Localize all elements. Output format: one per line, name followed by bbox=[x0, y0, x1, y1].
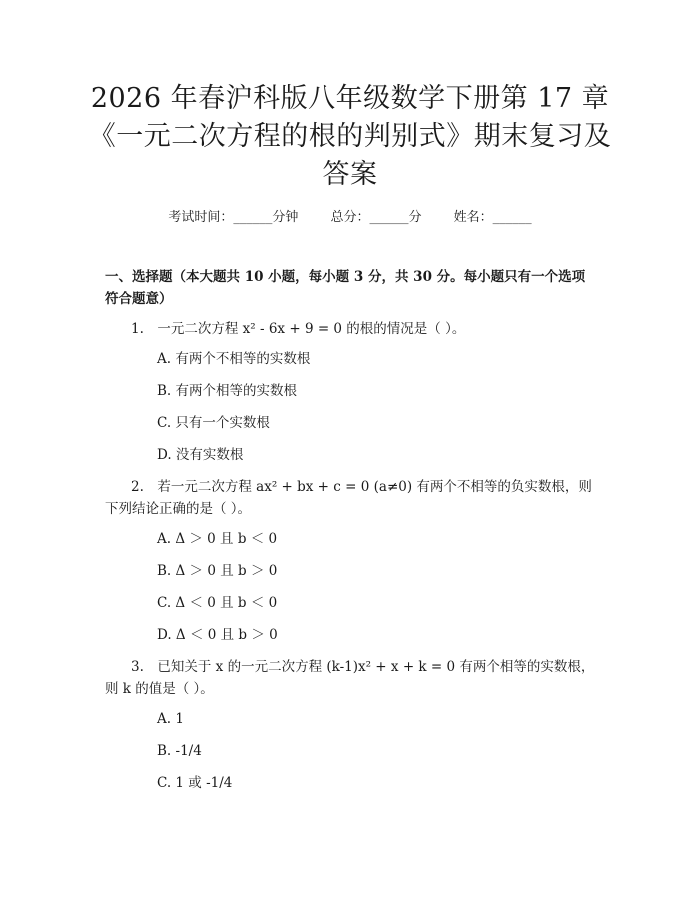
question-3-option-b: B. -1/4 bbox=[157, 743, 202, 759]
exam-info bbox=[0, 206, 700, 225]
question-2-option-b: B. Δ ＞ 0 且 b ＞ 0 bbox=[157, 563, 278, 579]
title-line-2: 《一元二次方程的根的判别式》期末复习及 bbox=[88, 121, 612, 152]
question-3-option-a: A. 1 bbox=[157, 711, 184, 727]
exam-score: 总分：______分 bbox=[330, 210, 422, 225]
student-name: 姓名：______ bbox=[453, 210, 532, 225]
exam-time: 考试时间：______分钟 bbox=[168, 210, 299, 225]
question-1: 1. 一元二次方程 x² - 6x + 9 = 0 的根的情况是（ ）。 bbox=[131, 321, 466, 337]
document-title bbox=[60, 80, 640, 194]
question-2-option-c: C. Δ ＜ 0 且 b ＜ 0 bbox=[157, 595, 278, 611]
question-2-option-d: D. Δ ＜ 0 且 b ＞ 0 bbox=[157, 627, 278, 643]
title-line-3: 答案 bbox=[322, 159, 378, 190]
question-1-option-a: A. 有两个不相等的实数根 bbox=[157, 351, 311, 367]
question-2: 2. 若一元二次方程 ax² + bx + c = 0 (a≠0) 有两个不相等的负实数根，则下列结论正确的是（ ）。 bbox=[105, 479, 592, 517]
section-header: 一、选择题（本大题共 10 小题，每小题 3 分，共 30 分。每小题只有一个选项符合题意） bbox=[105, 269, 586, 307]
question-1-option-b: B. 有两个相等的实数根 bbox=[157, 383, 298, 399]
question-2-option-a: A. Δ ＞ 0 且 b ＜ 0 bbox=[157, 531, 278, 547]
question-3-option-c: C. 1 或 -1/4 bbox=[157, 775, 233, 791]
question-1-option-c: C. 只有一个实数根 bbox=[157, 415, 270, 431]
question-3: 3. 已知关于 x 的一元二次方程 (k-1)x² + x + k = 0 有两个相等的实数根，则 k 的值是（ ）。 bbox=[105, 659, 595, 697]
title-line-1: 2026 年春沪科版八年级数学下册第 17 章 bbox=[90, 83, 610, 114]
question-1-option-d: D. 没有实数根 bbox=[157, 447, 244, 463]
